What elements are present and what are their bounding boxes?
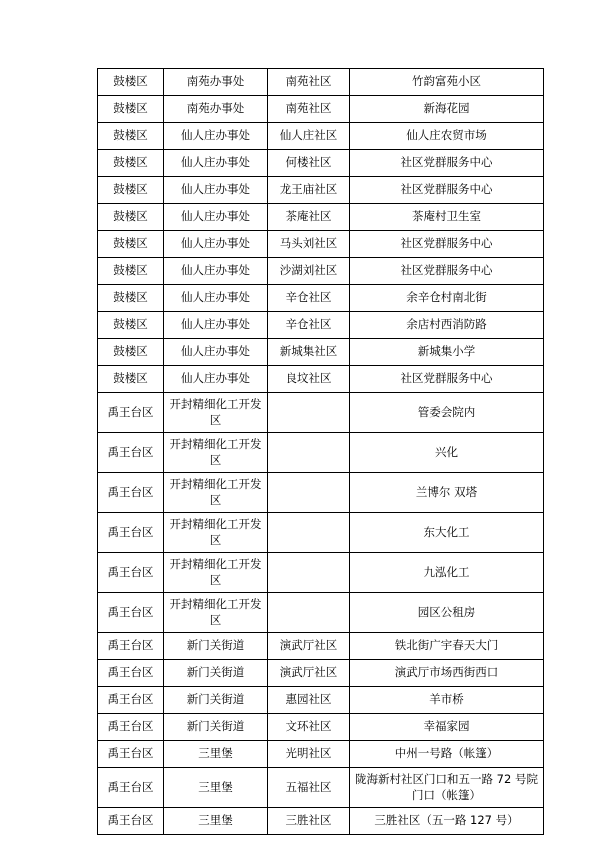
- table-cell: 鼓楼区: [98, 96, 164, 123]
- table-cell: 仙人庄办事处: [164, 312, 268, 339]
- table-cell: 禹王台区: [98, 513, 164, 553]
- table-cell: 仙人庄办事处: [164, 285, 268, 312]
- table-cell: [268, 433, 350, 473]
- table-cell: 鼓楼区: [98, 285, 164, 312]
- table-row: [98, 393, 544, 433]
- table-cell: 良坟社区: [268, 366, 350, 393]
- table-cell: 开封精细化工开发区: [164, 393, 268, 433]
- table-cell: 禹王台区: [98, 633, 164, 660]
- table-row: [98, 660, 544, 687]
- table-cell: 演武厅社区: [268, 660, 350, 687]
- table-cell: 开封精细化工开发区: [164, 593, 268, 633]
- table-row: [98, 714, 544, 741]
- table-cell: [268, 473, 350, 513]
- table-cell: 三里堡: [164, 768, 268, 808]
- table-cell: 茶庵社区: [268, 204, 350, 231]
- table-cell: 余店村西消防路: [350, 312, 544, 339]
- table-cell: 仙人庄农贸市场: [350, 123, 544, 150]
- table-cell: 鼓楼区: [98, 69, 164, 96]
- table-cell: 鼓楼区: [98, 258, 164, 285]
- table-cell: 幸福家园: [350, 714, 544, 741]
- table-cell: 开封精细化工开发区: [164, 433, 268, 473]
- table-row: [98, 285, 544, 312]
- table-cell: 何楼社区: [268, 150, 350, 177]
- table-cell: 中州一号路（帐篷）: [350, 741, 544, 768]
- table-cell: 沙湖刘社区: [268, 258, 350, 285]
- table-cell: 鼓楼区: [98, 177, 164, 204]
- table-cell: 仙人庄社区: [268, 123, 350, 150]
- table-cell: 南苑办事处: [164, 69, 268, 96]
- table-cell: 陇海新村社区门口和五一路 72 号院门口（帐篷）: [350, 768, 544, 808]
- table-cell: 仙人庄办事处: [164, 123, 268, 150]
- table-cell: 南苑社区: [268, 96, 350, 123]
- table-row: [98, 433, 544, 473]
- table-container: [97, 68, 543, 835]
- table-cell: 仙人庄办事处: [164, 231, 268, 258]
- table-row: [98, 258, 544, 285]
- table-cell: 兰博尔 双塔: [350, 473, 544, 513]
- table-cell: 管委会院内: [350, 393, 544, 433]
- table-row: [98, 513, 544, 553]
- table-cell: 新城集社区: [268, 339, 350, 366]
- table-cell: 辛仓社区: [268, 312, 350, 339]
- table-row: [98, 177, 544, 204]
- table-cell: 新海花园: [350, 96, 544, 123]
- table-cell: 仙人庄办事处: [164, 339, 268, 366]
- table-cell: 开封精细化工开发区: [164, 553, 268, 593]
- table-cell: 鼓楼区: [98, 312, 164, 339]
- table-cell: 仙人庄办事处: [164, 177, 268, 204]
- table-cell: 禹王台区: [98, 808, 164, 835]
- table-cell: 社区党群服务中心: [350, 177, 544, 204]
- table-cell: 文环社区: [268, 714, 350, 741]
- table-cell: 仙人庄办事处: [164, 258, 268, 285]
- table-cell: 社区党群服务中心: [350, 231, 544, 258]
- table-cell: [268, 593, 350, 633]
- table-cell: 禹王台区: [98, 553, 164, 593]
- table-cell: 南苑办事处: [164, 96, 268, 123]
- table-row: [98, 473, 544, 513]
- table-cell: 禹王台区: [98, 593, 164, 633]
- table-cell: 鼓楼区: [98, 231, 164, 258]
- table-row: [98, 593, 544, 633]
- table-cell: 社区党群服务中心: [350, 150, 544, 177]
- table-row: [98, 123, 544, 150]
- table-cell: 茶庵村卫生室: [350, 204, 544, 231]
- table-cell: 三胜社区: [268, 808, 350, 835]
- table-cell: 龙王庙社区: [268, 177, 350, 204]
- table-cell: 光明社区: [268, 741, 350, 768]
- table-cell: 开封精细化工开发区: [164, 473, 268, 513]
- table-cell: 五福社区: [268, 768, 350, 808]
- table-row: [98, 366, 544, 393]
- table-cell: 仙人庄办事处: [164, 150, 268, 177]
- table-cell: 余辛仓村南北街: [350, 285, 544, 312]
- table-cell: 竹韵富苑小区: [350, 69, 544, 96]
- table-cell: 仙人庄办事处: [164, 366, 268, 393]
- table-cell: 东大化工: [350, 513, 544, 553]
- table-cell: 开封精细化工开发区: [164, 513, 268, 553]
- table-cell: 演武厅市场西街西口: [350, 660, 544, 687]
- table-cell: 新门关街道: [164, 633, 268, 660]
- table-cell: 禹王台区: [98, 741, 164, 768]
- table-cell: 社区党群服务中心: [350, 258, 544, 285]
- table-cell: [268, 553, 350, 593]
- table-cell: 鼓楼区: [98, 366, 164, 393]
- table-cell: 仙人庄办事处: [164, 204, 268, 231]
- table-row: [98, 312, 544, 339]
- table-row: [98, 339, 544, 366]
- table-cell: 兴化: [350, 433, 544, 473]
- community-locations-table: [97, 68, 544, 835]
- table-cell: 辛仓社区: [268, 285, 350, 312]
- table-row: [98, 96, 544, 123]
- table-cell: 鼓楼区: [98, 339, 164, 366]
- table-cell: 禹王台区: [98, 660, 164, 687]
- table-cell: 三胜社区（五一路 127 号）: [350, 808, 544, 835]
- table-cell: 新门关街道: [164, 714, 268, 741]
- table-cell: 九泓化工: [350, 553, 544, 593]
- table-cell: 羊市桥: [350, 687, 544, 714]
- table-cell: 新门关街道: [164, 660, 268, 687]
- table-cell: 园区公租房: [350, 593, 544, 633]
- table-cell: 马头刘社区: [268, 231, 350, 258]
- table-cell: 新门关街道: [164, 687, 268, 714]
- table-row: [98, 768, 544, 808]
- table-cell: 禹王台区: [98, 687, 164, 714]
- table-row: [98, 69, 544, 96]
- table-cell: 三里堡: [164, 808, 268, 835]
- table-row: [98, 741, 544, 768]
- table-row: [98, 150, 544, 177]
- table-cell: 新城集小学: [350, 339, 544, 366]
- table-cell: [268, 393, 350, 433]
- table-cell: 演武厅社区: [268, 633, 350, 660]
- table-cell: 铁北街广宇春天大门: [350, 633, 544, 660]
- table-body: [98, 69, 544, 835]
- table-row: [98, 231, 544, 258]
- table-cell: 禹王台区: [98, 393, 164, 433]
- table-row: [98, 204, 544, 231]
- table-cell: 南苑社区: [268, 69, 350, 96]
- table-cell: 三里堡: [164, 741, 268, 768]
- table-cell: 鼓楼区: [98, 150, 164, 177]
- table-cell: 禹王台区: [98, 433, 164, 473]
- table-cell: [268, 513, 350, 553]
- table-row: [98, 687, 544, 714]
- table-cell: 禹王台区: [98, 473, 164, 513]
- table-row: [98, 808, 544, 835]
- table-cell: 鼓楼区: [98, 123, 164, 150]
- table-cell: 社区党群服务中心: [350, 366, 544, 393]
- table-row: [98, 633, 544, 660]
- table-cell: 鼓楼区: [98, 204, 164, 231]
- table-cell: 惠园社区: [268, 687, 350, 714]
- table-row: [98, 553, 544, 593]
- table-cell: 禹王台区: [98, 768, 164, 808]
- table-cell: 禹王台区: [98, 714, 164, 741]
